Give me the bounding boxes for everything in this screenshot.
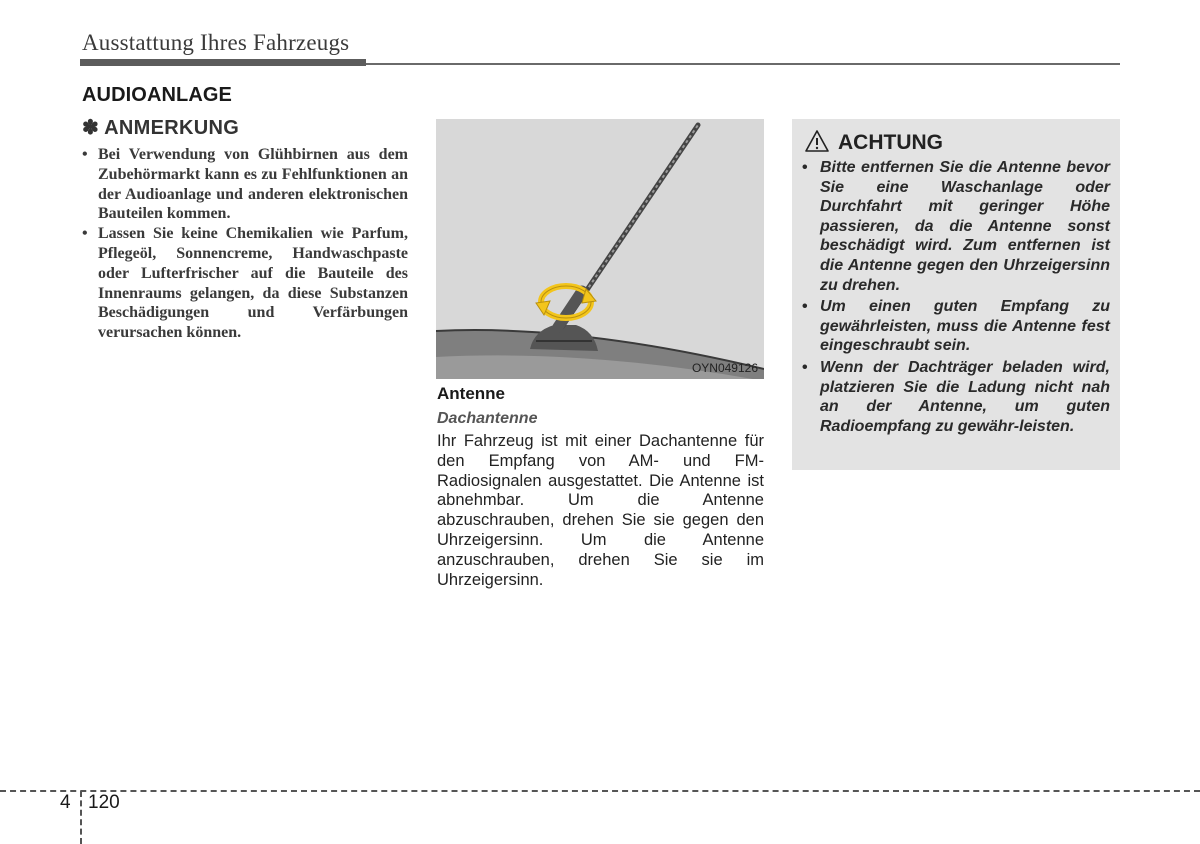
page-number: 120 bbox=[88, 792, 120, 813]
caution-list bbox=[802, 158, 1110, 438]
section-title: AUDIOANLAGE bbox=[82, 84, 232, 106]
antenna-illustration bbox=[436, 119, 764, 379]
warning-triangle-icon bbox=[804, 129, 830, 153]
antenna-heading: Antenne bbox=[437, 384, 505, 403]
note-list bbox=[82, 145, 408, 343]
note-item: • Lassen Sie keine Chemikalien wie Parfum, Pflegeöl, Sonnencreme, Handwaschpaste oder Lufterfrischer auf die Bauteile des Innenraums gelangen, da diese Substanzen Beschädigungen und Verfärbungen verursachen können. bbox=[82, 224, 408, 343]
figure-code: OYN049126 bbox=[691, 361, 758, 375]
antenna-subheading: Dachantenne bbox=[437, 410, 538, 427]
caution-item: • Bitte entfernen Sie die Antenne bevor Sie eine Waschanlage oder Durchfahrt mit geringer Höhe passieren, da die Antenne sonst beschädigt wird. Zum entfernen ist die Antenne gegen den Uhrzeigersinn zu drehen. bbox=[802, 158, 1110, 295]
antenna-drawing bbox=[436, 119, 764, 379]
caution-item: • Wenn der Dachträger beladen wird, platzieren Sie die Ladung nicht nah an der Antenne, um guten Radioempfang zu gewähr-leisten. bbox=[802, 358, 1110, 436]
note-item: • Bei Verwendung von Glühbirnen aus dem Zubehörmarkt kann es zu Fehlfunktionen an der Audioanlage und anderen elektronischen Bauteilen kommen. bbox=[82, 145, 408, 224]
caution-title: ACHTUNG bbox=[838, 131, 943, 154]
antenna-body: Ihr Fahrzeug ist mit einer Dachantenne für den Empfang von AM- und FM-Radiosignalen ausgestattet. Die Antenne ist abnehmbar. Um die Antenne abzuschrauben, drehen Sie sie gegen den Uhrzeigersinn. Um die Antenne anzuschrauben, drehen Sie sie im Uhrzeigersinn. bbox=[437, 432, 764, 589]
note-title: ✽ ANMERKUNG bbox=[82, 117, 240, 139]
footer-rule bbox=[0, 790, 1200, 792]
header-rule bbox=[366, 63, 1120, 65]
running-header-title: Ausstattung Ihres Fahrzeugs bbox=[82, 30, 350, 55]
footer-divider bbox=[80, 791, 82, 844]
header-accent-bar bbox=[80, 59, 366, 66]
chapter-number: 4 bbox=[60, 792, 71, 813]
caution-item: • Um einen guten Empfang zu gewährleisten, muss die Antenne fest eingeschraubt sein. bbox=[802, 297, 1110, 356]
